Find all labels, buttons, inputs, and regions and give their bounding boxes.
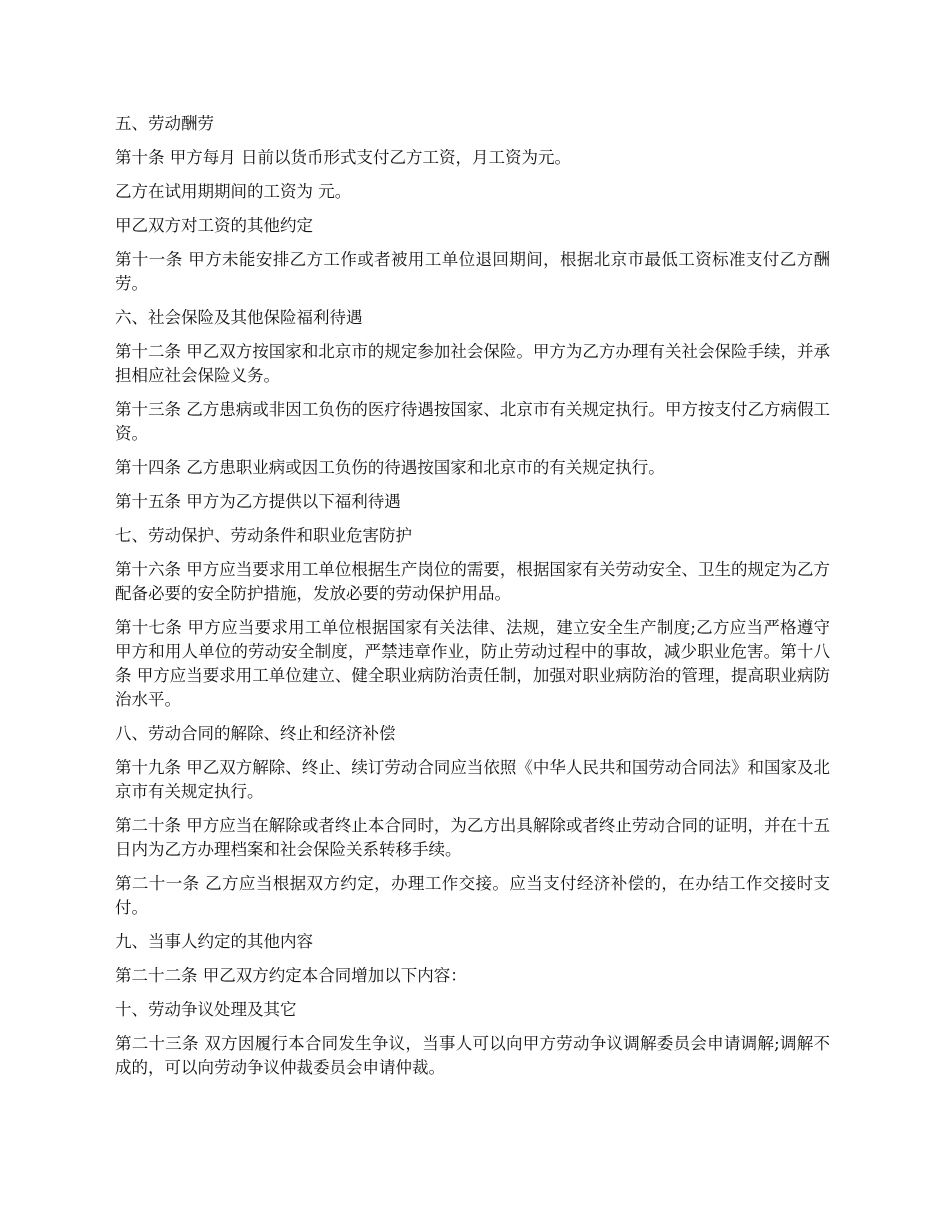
- article-16: 第十六条 甲方应当要求用工单位根据生产岗位的需要，根据国家有关劳动安全、卫生的规定为乙方配备必要的安全防护措施，发放必要的劳动保护用品。: [115, 560, 830, 603]
- section-heading-10: 十、劳动争议处理及其它: [115, 1000, 297, 1019]
- article-17-18: 第十七条 甲方应当要求用工单位根据国家有关法律、法规，建立安全生产制度;乙方应当严格遵守甲方和用人单位的劳动安全制度，严禁违章作业，防止劳动过程中的事故，减少职业危害。第十八条 甲方应当要求用工单位建立、健全职业病防治责任制，加强对职业病防治的管理，提高职业病防治水平。: [115, 618, 830, 709]
- article-20: 第二十条 甲方应当在解除或者终止本合同时，为乙方出具解除或者终止劳动合同的证明，并在十五日内为乙方办理档案和社会保险关系转移手续。: [115, 816, 830, 859]
- section-heading-6: 六、社会保险及其他保险福利待遇: [115, 308, 363, 327]
- document-body: [115, 112, 830, 1090]
- section-heading-9: 九、当事人约定的其他内容: [115, 932, 313, 951]
- article-12: 第十二条 甲乙双方按国家和北京市的规定参加社会保险。甲方为乙方办理有关社会保险手续，并承担相应社会保险义务。: [115, 342, 830, 385]
- article-11: 第十一条 甲方未能安排乙方工作或者被用工单位退回期间，根据北京市最低工资标准支付乙方酬劳。: [115, 250, 830, 293]
- article-10: 第十条 甲方每月 日前以货币形式支付乙方工资，月工资为元。: [115, 148, 571, 167]
- section-heading-7: 七、劳动保护、劳动条件和职业危害防护: [115, 526, 412, 545]
- other-wage-agreement: 甲乙双方对工资的其他约定: [115, 216, 313, 235]
- article-21: 第二十一条 乙方应当根据双方约定，办理工作交接。应当支付经济补偿的，在办结工作交接时支付。: [115, 874, 830, 917]
- section-heading-5: 五、劳动酬劳: [115, 114, 214, 133]
- article-19: 第十九条 甲乙双方解除、终止、续订劳动合同应当依照《中华人民共和国劳动合同法》和国家及北京市有关规定执行。: [115, 758, 830, 801]
- probation-wage: 乙方在试用期期间的工资为 元。: [115, 182, 352, 201]
- section-heading-8: 八、劳动合同的解除、终止和经济补偿: [115, 724, 396, 743]
- article-22: 第二十二条 甲乙双方约定本合同增加以下内容：: [115, 966, 467, 985]
- article-15: 第十五条 甲方为乙方提供以下福利待遇: [115, 492, 401, 511]
- article-23: 第二十三条 双方因履行本合同发生争议，当事人可以向甲方劳动争议调解委员会申请调解;调解不成的，可以向劳动争议仲裁委员会申请仲裁。: [115, 1034, 830, 1077]
- article-13: 第十三条 乙方患病或非因工负伤的医疗待遇按国家、北京市有关规定执行。甲方按支付乙方病假工资。: [115, 400, 830, 443]
- article-14: 第十四条 乙方患职业病或因工负伤的待遇按国家和北京市的有关规定执行。: [115, 458, 665, 477]
